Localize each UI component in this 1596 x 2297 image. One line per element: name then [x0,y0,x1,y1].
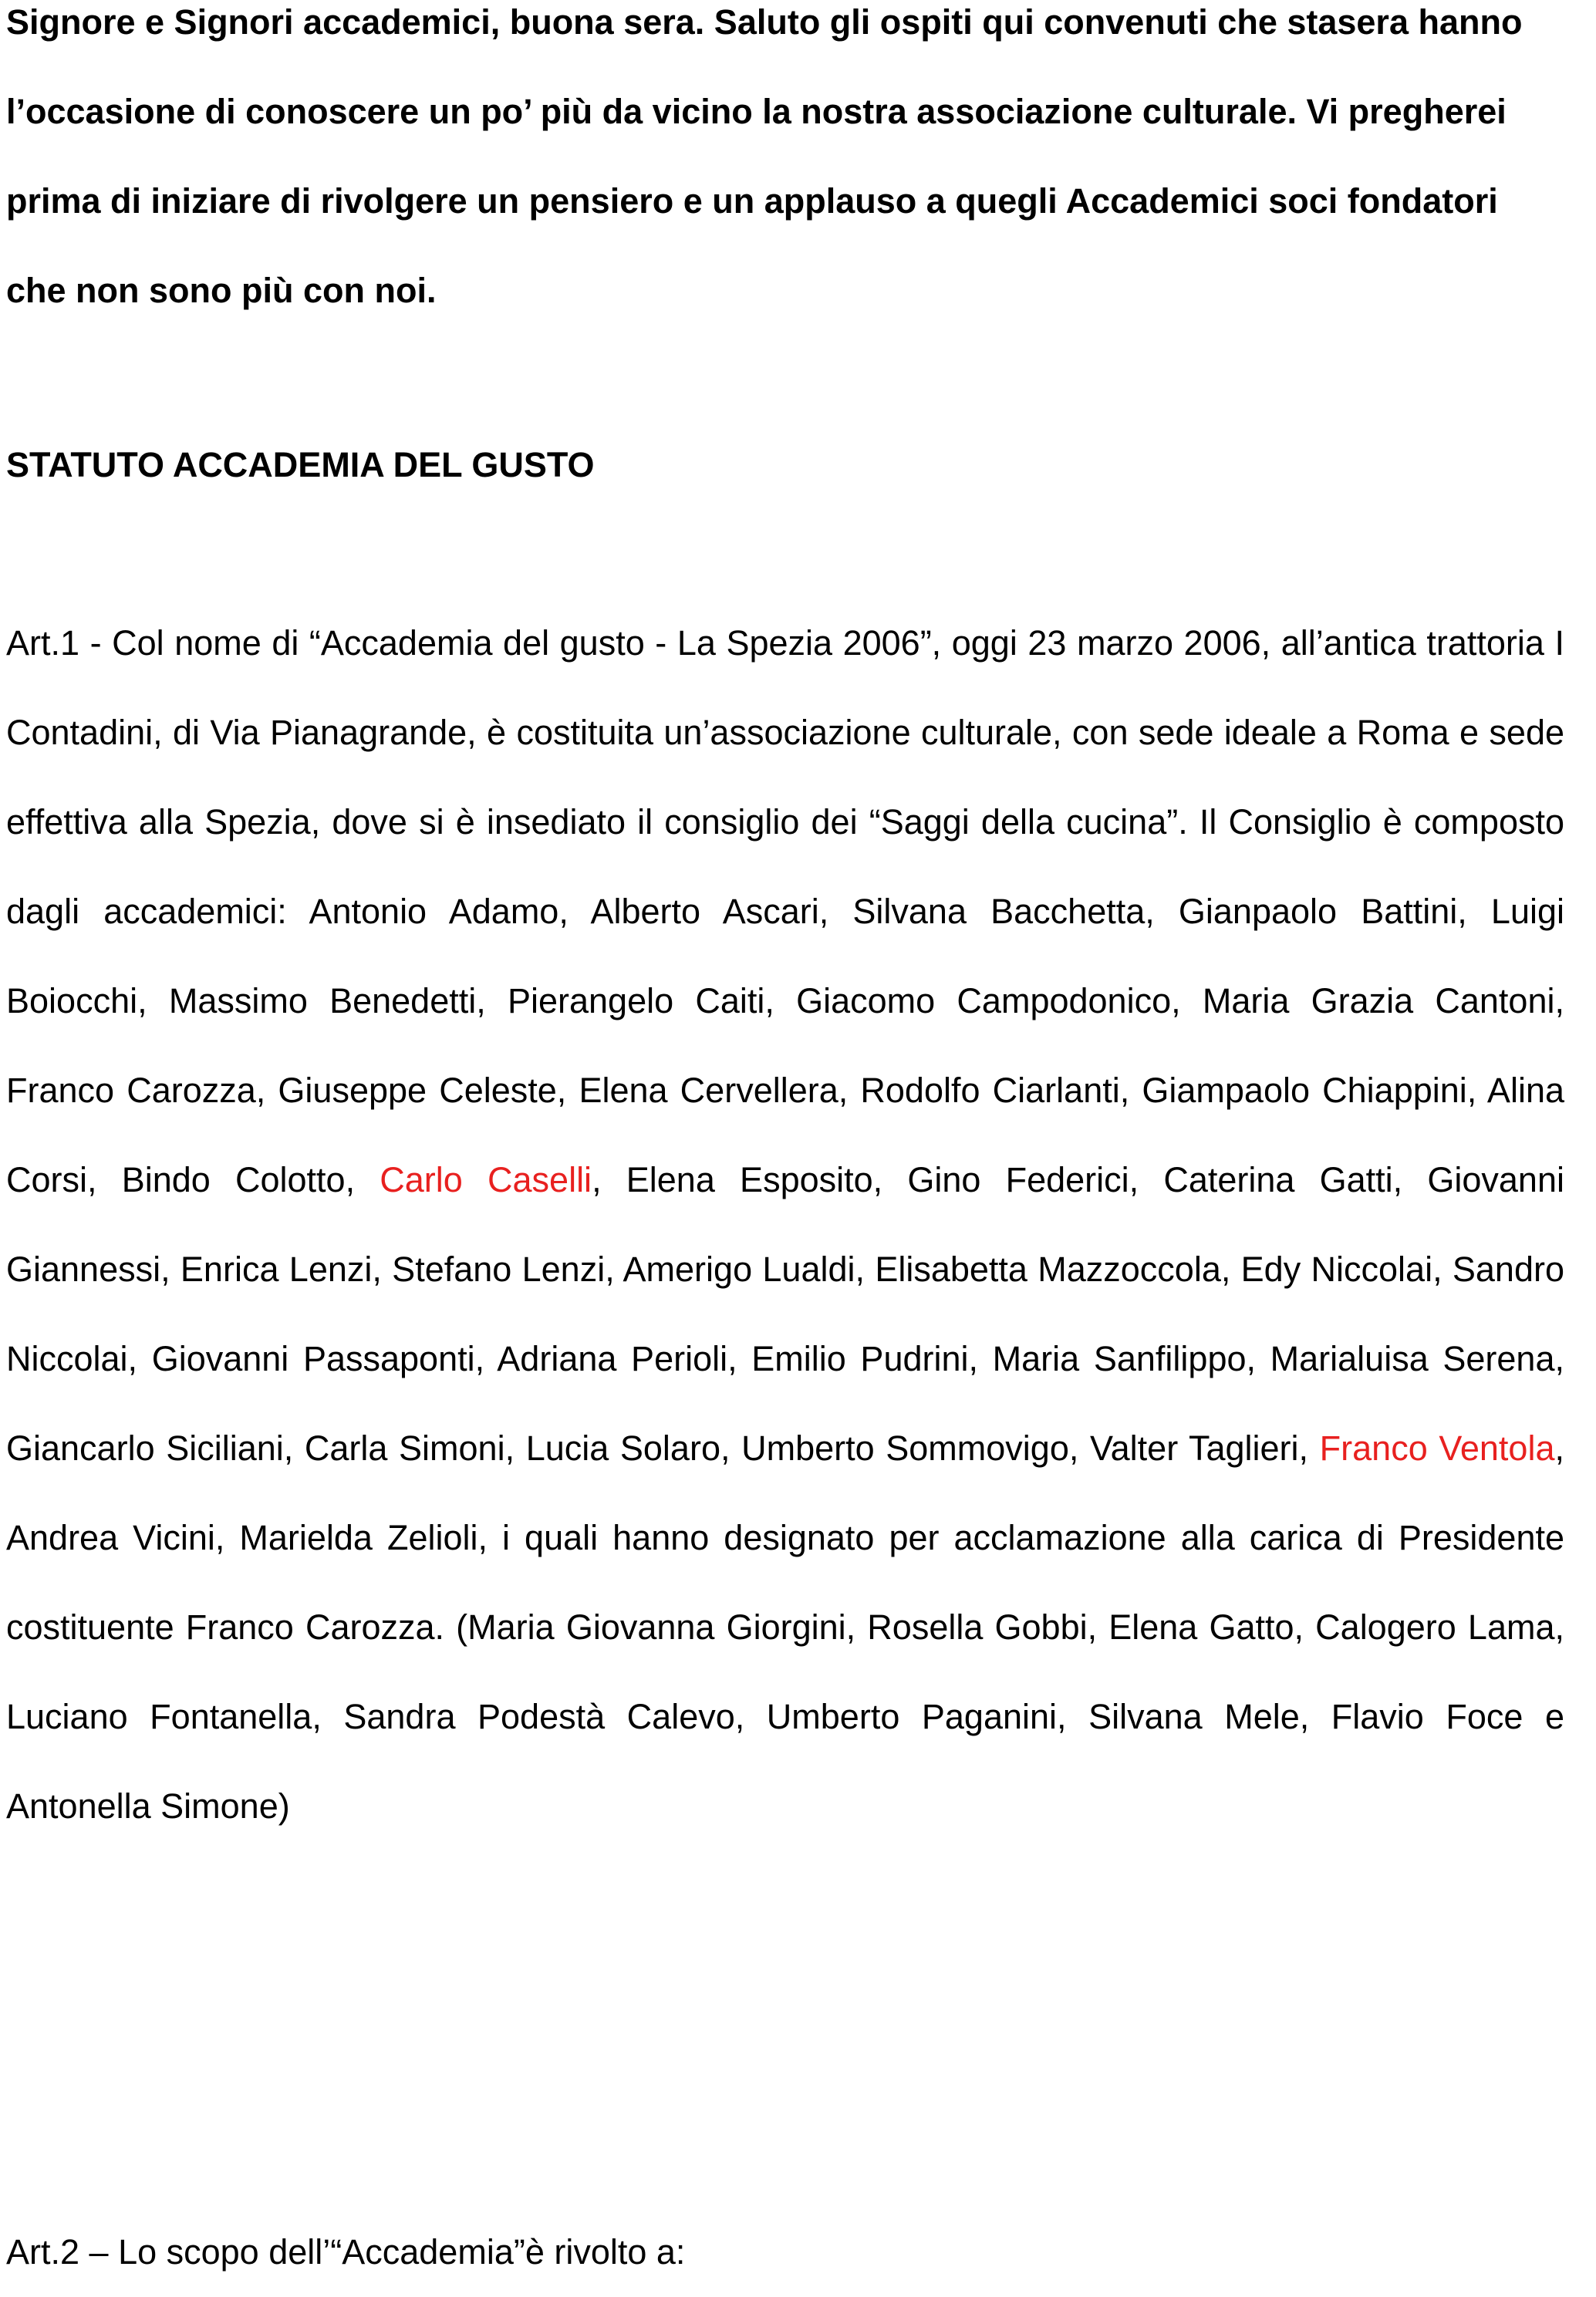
highlighted-name-franco-ventola: Franco Ventola [1319,1428,1555,1468]
article-1-text-part-1: Art.1 - Col nome di “Accademia del gusto - La Spezia 2006”, oggi 23 marzo 2006, all’antica trattoria I Contadini, di Via Pianagrande, è costituita un’associazione culturale, con sede ideale a Roma e sede effettiva alla Spezia, dove si è insediato il consiglio dei “Saggi della cucina”. Il Consiglio è composto dagli accademici: Antonio Adamo, Alberto Ascari, Silvana Bacchetta, Gianpaolo Battini, Luigi Boiocchi, Massimo Benedetti, Pierangelo Caiti, Giacomo Campodonico, Maria Grazia Cantoni, Franco Carozza, Giuseppe Celeste, Elena Cervellera, Rodolfo Ciarlanti, Giampaolo Chiappini, Alina Corsi, Bindo Colotto, [6,623,1564,1199]
statute-title: STATUTO ACCADEMIA DEL GUSTO [6,445,595,484]
article-1-text-part-2: , Elena Esposito, Gino Federici, Caterina Gatti, Giovanni Giannessi, Enrica Lenzi, Stefano Lenzi, Amerigo Lualdi, Elisabetta Mazzoccola, Edy Niccolai, Sandro Niccolai, Giovanni Passaponti, Adriana Perioli, Emilio Pudrini, Maria Sanfilippo, Marialuisa Serena, Giancarlo Siciliani, Carla Simoni, Lucia Solaro, Umberto Sommovigo, Valter Taglieri, [6,1160,1564,1468]
article-2-heading: Art.2 – Lo scopo dell’“Accademia”è rivolto a: [6,2232,686,2272]
highlighted-name-carlo-caselli: Carlo Caselli [380,1160,592,1199]
intro-paragraph: Signore e Signori accademici, buona sera. Saluto gli ospiti qui convenuti che stasera hanno l’occasione di conoscere un po’ più da vicino la nostra associazione culturale. Vi pregherei prima di iniziare di rivolgere un pensiero e un applauso a quegli Accademici soci fondatori che non sono più con noi. [6,2,1523,310]
article-1-text-part-3: , Andrea Vicini, Marielda Zelioli, i quali hanno designato per acclamazione alla carica di Presidente costituente Franco Carozza. (Maria Giovanna Giorgini, Rosella Gobbi, Elena Gatto, Calogero Lama, Luciano Fontanella, Sandra Podestà Calevo, Umberto Paganini, Silvana Mele, Flavio Foce e Antonella Simone) [6,1428,1564,1826]
article-1-paragraph [6,599,1564,1851]
